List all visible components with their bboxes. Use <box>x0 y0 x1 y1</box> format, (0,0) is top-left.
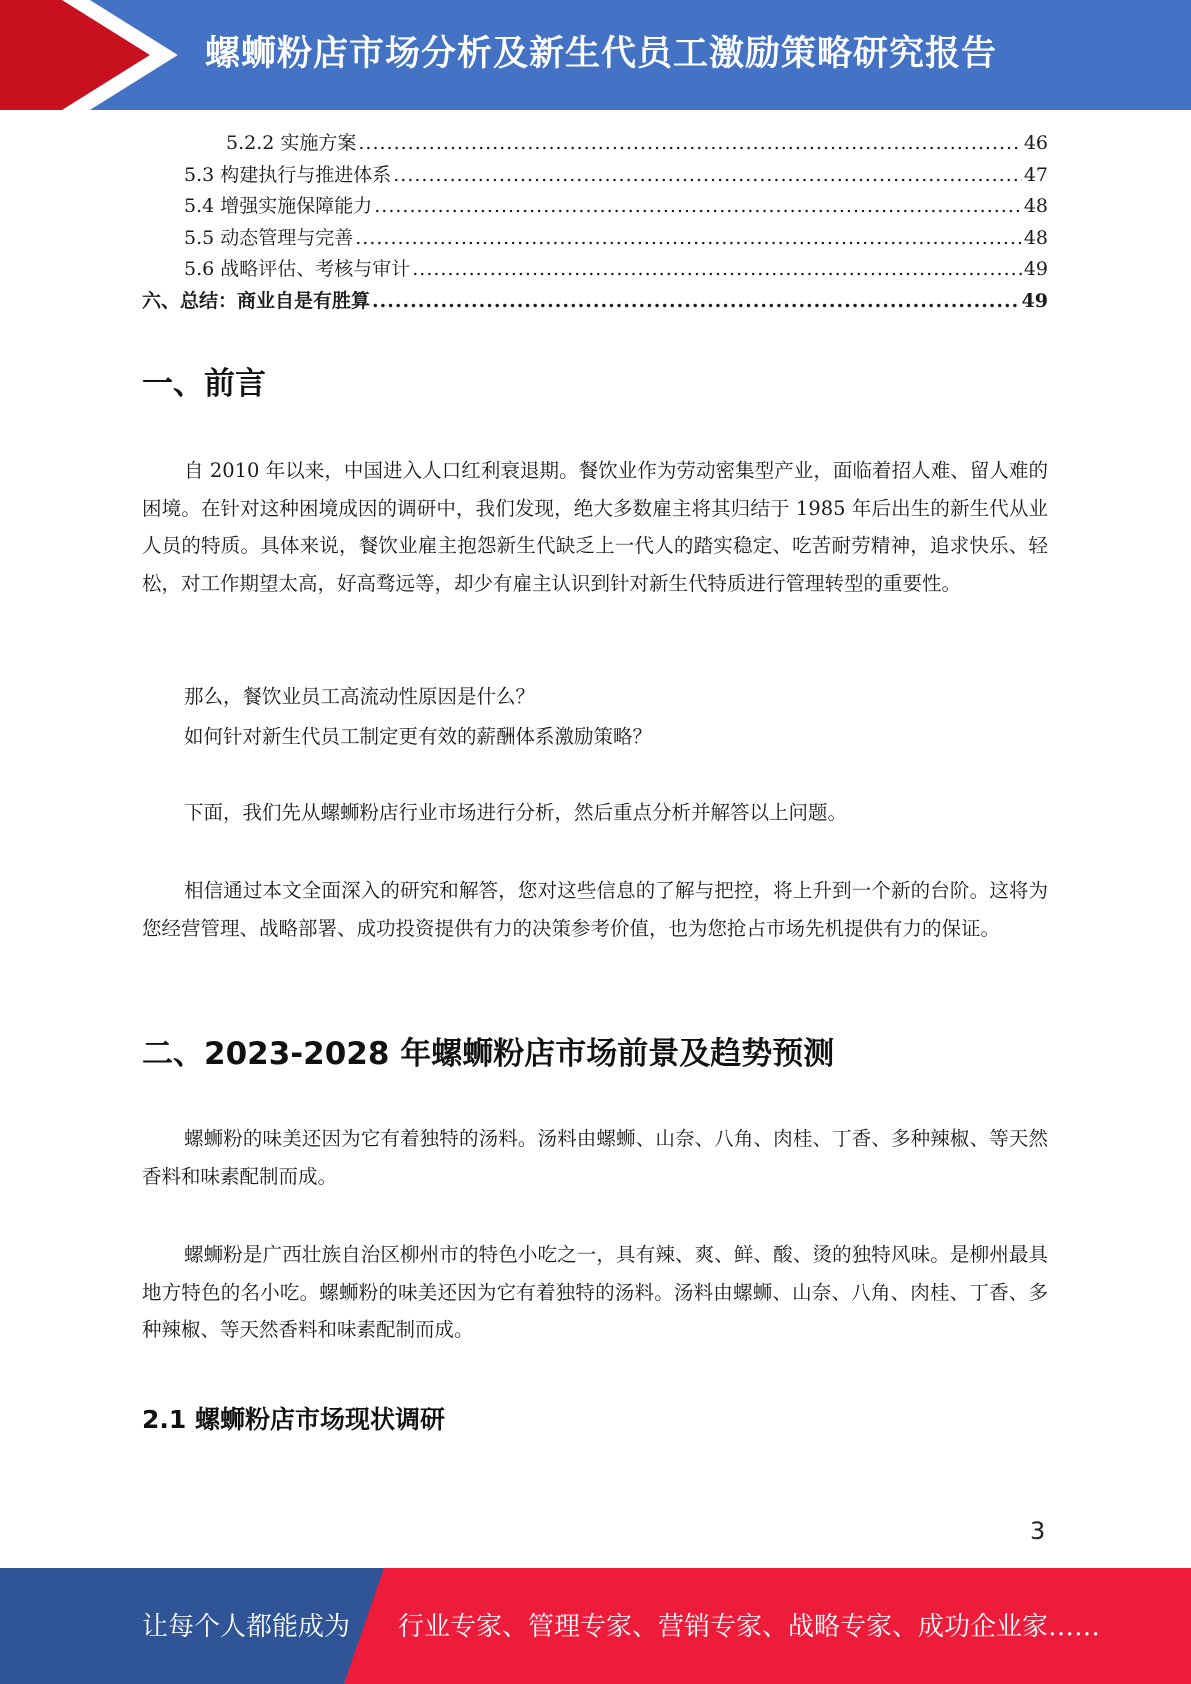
toc-dot-leader <box>372 286 1020 318</box>
toc-entry[interactable] <box>142 286 1048 318</box>
toc-dot-leader <box>355 223 1022 255</box>
toc-entry[interactable] <box>142 160 1048 192</box>
toc-entry-page: 48 <box>1023 226 1048 249</box>
toc-entry-label: 5.3 构建执行与推进体系 <box>184 163 392 186</box>
body-paragraph: 自 2010 年以来，中国进入人口红利衰退期。餐饮业作为劳动密集型产业，面临着招人难、留人难的困境。在针对这种困境成因的调研中，我们发现，绝大多数雇主将其归结于 1985 年后出生的新生代从业人员的特质。具体来说，餐饮业雇主抱怨新生代缺乏上一代人的踏实稳定、吃苦耐劳精神，追求快乐、轻松，对工作期望太高，好高骛远等，却少有雇主认识到针对新生代特质进行管理转型的重要性。 <box>142 459 1048 595</box>
page-number: 3 <box>1030 1517 1046 1545</box>
toc-entry[interactable] <box>142 191 1048 223</box>
subsection-heading: 2.1 螺蛳粉店市场现状调研 <box>142 1405 445 1434</box>
report-title: 螺蛳粉店市场分析及新生代员工激励策略研究报告 <box>205 34 998 74</box>
toc-entry[interactable] <box>142 223 1048 255</box>
toc-entry-page: 46 <box>1023 132 1048 154</box>
toc-entry-label: 5.2.2 实施方案 <box>226 132 357 154</box>
question-line: 那么，餐饮业员工高流动性原因是什么？ <box>184 685 536 708</box>
toc-entry-page: 49 <box>1021 289 1048 312</box>
section-heading: 一、前言 <box>142 366 266 402</box>
toc-entry-label: 5.6 战略评估、考核与审计 <box>184 258 411 280</box>
toc-dot-leader <box>358 128 1021 160</box>
page-footer <box>0 1568 1191 1684</box>
section-heading: 二、2023-2028 年螺蛳粉店市场前景及趋势预测 <box>142 1036 835 1072</box>
table-of-contents <box>142 128 1048 317</box>
toc-entry-page: 47 <box>1023 163 1048 186</box>
toc-dot-leader <box>393 160 1022 192</box>
toc-entry[interactable] <box>142 128 1048 160</box>
toc-entry-page: 48 <box>1023 195 1048 217</box>
toc-entry-label: 六、总结：商业自是有胜算 <box>142 289 371 312</box>
toc-entry-label: 5.4 增强实施保障能力 <box>184 195 373 217</box>
toc-entry-label: 5.5 动态管理与完善 <box>184 226 354 249</box>
body-paragraph: 相信通过本文全面深入的研究和解答，您对这些信息的了解与把控，将上升到一个新的台阶。这将为您经营管理、战略部署、成功投资提供有力的决策参考价值，也为您抢占市场先机提供有力的保证。 <box>142 879 1048 940</box>
toc-dot-leader <box>412 254 1022 286</box>
toc-entry-page: 49 <box>1023 258 1048 280</box>
footer-slogan-left: 让每个人都能成为 <box>142 1612 351 1642</box>
footer-slogan-right: 行业专家、管理专家、营销专家、战略专家、成功企业家…… <box>398 1612 1101 1642</box>
toc-dot-leader <box>374 191 1022 223</box>
question-line: 如何针对新生代员工制定更有效的薪酬体系激励策略？ <box>184 725 653 748</box>
page-header <box>0 0 1191 110</box>
body-paragraph: 螺蛳粉的味美还因为它有着独特的汤料。汤料由螺蛳、山奈、八角、肉桂、丁香、多种辣椒、等天然香料和味素配制而成。 <box>142 1127 1048 1188</box>
toc-entry[interactable] <box>142 254 1048 286</box>
body-paragraph: 螺蛳粉是广西壮族自治区柳州市的特色小吃之一，具有辣、爽、鲜、酸、烫的独特风味。是柳州最具地方特色的名小吃。螺蛳粉的味美还因为它有着独特的汤料。汤料由螺蛳、山奈、八角、肉桂、丁香、多种辣椒、等天然香料和味素配制而成。 <box>142 1243 1048 1341</box>
body-paragraph: 下面，我们先从螺蛳粉店行业市场进行分析，然后重点分析并解答以上问题。 <box>184 801 848 824</box>
